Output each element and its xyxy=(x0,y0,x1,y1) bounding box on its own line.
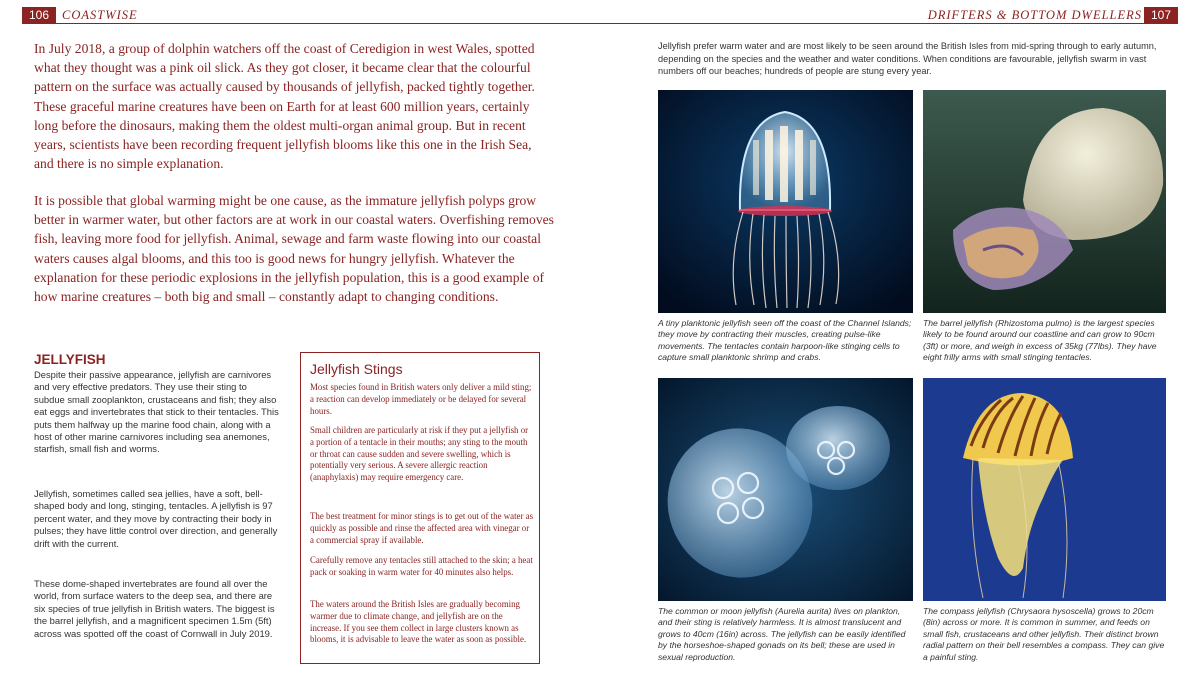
left-page-number: 106 xyxy=(22,7,56,24)
left-page-header xyxy=(0,7,600,24)
moon-caption: The common or moon jellyfish (Aurelia aurita) lives on plankton, and their sting is relatively harmless. It is almost translucent and grows to 40cm (16in) across. The jellyfish can be easily identified by the horseshoe-shaped gonads on its bell; these are used in sexual reproduction. xyxy=(658,606,906,662)
right-running-title: DRIFTERS & BOTTOM DWELLERS xyxy=(927,8,1142,22)
barrel-caption: The barrel jellyfish (Rhizostoma pulmo) is the largest species likely to be found around our coastline and can grow to 90cm (3ft) or more, and weigh in excess of 35kg (77lbs). They have eight frilly arms with small stinging tentacles. xyxy=(923,318,1157,363)
left-header-rule xyxy=(22,23,600,24)
stings-paragraph-5: The waters around the British Isles are gradually becoming warmer due to climate change, and jellyfish are on the increase. If you see them collect in large clusters known as blooms, it is advisable to leave the water as soon as possible. xyxy=(310,599,527,645)
stings-paragraph-1: Most species found in British waters only deliver a mild sting; a reaction can develop immediately or be delayed for several hours. xyxy=(310,382,532,416)
moon-jellyfish-photo xyxy=(658,378,913,601)
right-intro-paragraph: Jellyfish prefer warm water and are most likely to be seen around the British Isles from mid-spring through to early autumn, depending on the species and the weather and water conditions. When conditions are favourable, jellyfish swarm in vast numbers off our beaches; hundreds of people are stung every year. xyxy=(658,41,1157,76)
stings-box-title: Jellyfish Stings xyxy=(310,361,403,377)
compass-jellyfish-photo xyxy=(923,378,1166,601)
right-page-header xyxy=(600,7,1200,24)
jellyfish-paragraph-2: Jellyfish, sometimes called sea jellies, have a soft, bell-shaped body and long, stinging, tentacles. A jellyfish is 97 percent water, and they move by contracting their body in pulses; they have little control over direction, and generally drift with the current. xyxy=(34,488,278,549)
stings-paragraph-2: Small children are particularly at risk if they put a jellyfish or a portion of a tentacle in their mouths; any sting to the mouth or throat can cause sudden and severe swelling, which is potentially very serious. A severe allergic reaction (anaphylaxis) may require emergency care. xyxy=(310,425,529,483)
jellyfish-stings-box xyxy=(300,352,540,664)
compass-caption: The compass jellyfish (Chrysaora hysoscella) grows to 20cm (8in) across or more. It is common in summer, and feeds on small fish, crustaceans and other jellyfish. Their distinct brown radial pattern on their bell resembles a compass. They can give a painful sting. xyxy=(923,606,1165,662)
jellyfish-paragraph-3: These dome-shaped invertebrates are found all over the world, from surface waters to the deep sea, and there are six species of true jellyfish in British waters. The biggest is the barrel jellyfish, and a magnificent specimen 1.5m (5ft) across was spotted off the coast of Cornwall in July 2019. xyxy=(34,578,275,639)
right-header-rule xyxy=(600,23,1178,24)
intro-paragraph-1: In July 2018, a group of dolphin watchers off the coast of Ceredigion in west Wales, spotted what they thought was a pink oil slick. As they got closer, it became clear that the colourful pattern on the surface was actually caused by thousands of jellyfish, packed tightly together. These graceful marine creatures have been on Earth for at least 600 million years, certainly long before the dinosaurs, making them the oldest multi-organ animal group. But in recent years, scientists have been recording frequent jellyfish blooms like this one in the Irish Sea, and there is no simple explanation. xyxy=(34,41,535,172)
right-page-number: 107 xyxy=(1144,7,1178,24)
jellyfish-paragraph-1: Despite their passive appearance, jellyfish are carnivores and very effective predators. They use their sting to subdue small zooplankton, crustaceans and fish; they also eat eggs and invertebrates that stick to their tentacles. This puts them halfway up the marine food chain, along with a host of other marine carnivores including sea anemones, starfish, small fish and worms. xyxy=(34,369,279,455)
intro-paragraph-2: It is possible that global warming might be one cause, as the immature jellyfish polyps grow better in warmer water, but other factors are at work in our coastal waters. Overfishing removes fish, leaving more food for jellyfish. Animal, sewage and farm waste flowing into our coastal waters causes algal blooms, and this too is good news for hungry jellyfish. Whatever the explanation for these periodic explosions in the jellyfish population, this is a good example of how marine creatures – both big and small – constantly adapt to changing conditions. xyxy=(34,193,554,305)
jellyfish-heading: JELLYFISH xyxy=(34,352,106,367)
left-running-title: COASTWISE xyxy=(62,8,138,22)
stings-paragraph-4: Carefully remove any tentacles still attached to the skin; a heat pack or soaking in warm water for 40 minutes also helps. xyxy=(310,555,533,577)
stings-paragraph-3: The best treatment for minor stings is to get out of the water as quickly as possible and rinse the affected area with vinegar or a commercial spray if available. xyxy=(310,511,534,545)
planktonic-jellyfish-photo xyxy=(658,90,913,313)
planktonic-caption: A tiny planktonic jellyfish seen off the coast of the Channel Islands; they move by contracting their muscles, creating pulse-like movements. The tentacles contain harpoon-like stinging cells to capture small planktonic shrimp and crabs. xyxy=(658,318,912,363)
barrel-jellyfish-photo xyxy=(923,90,1166,313)
